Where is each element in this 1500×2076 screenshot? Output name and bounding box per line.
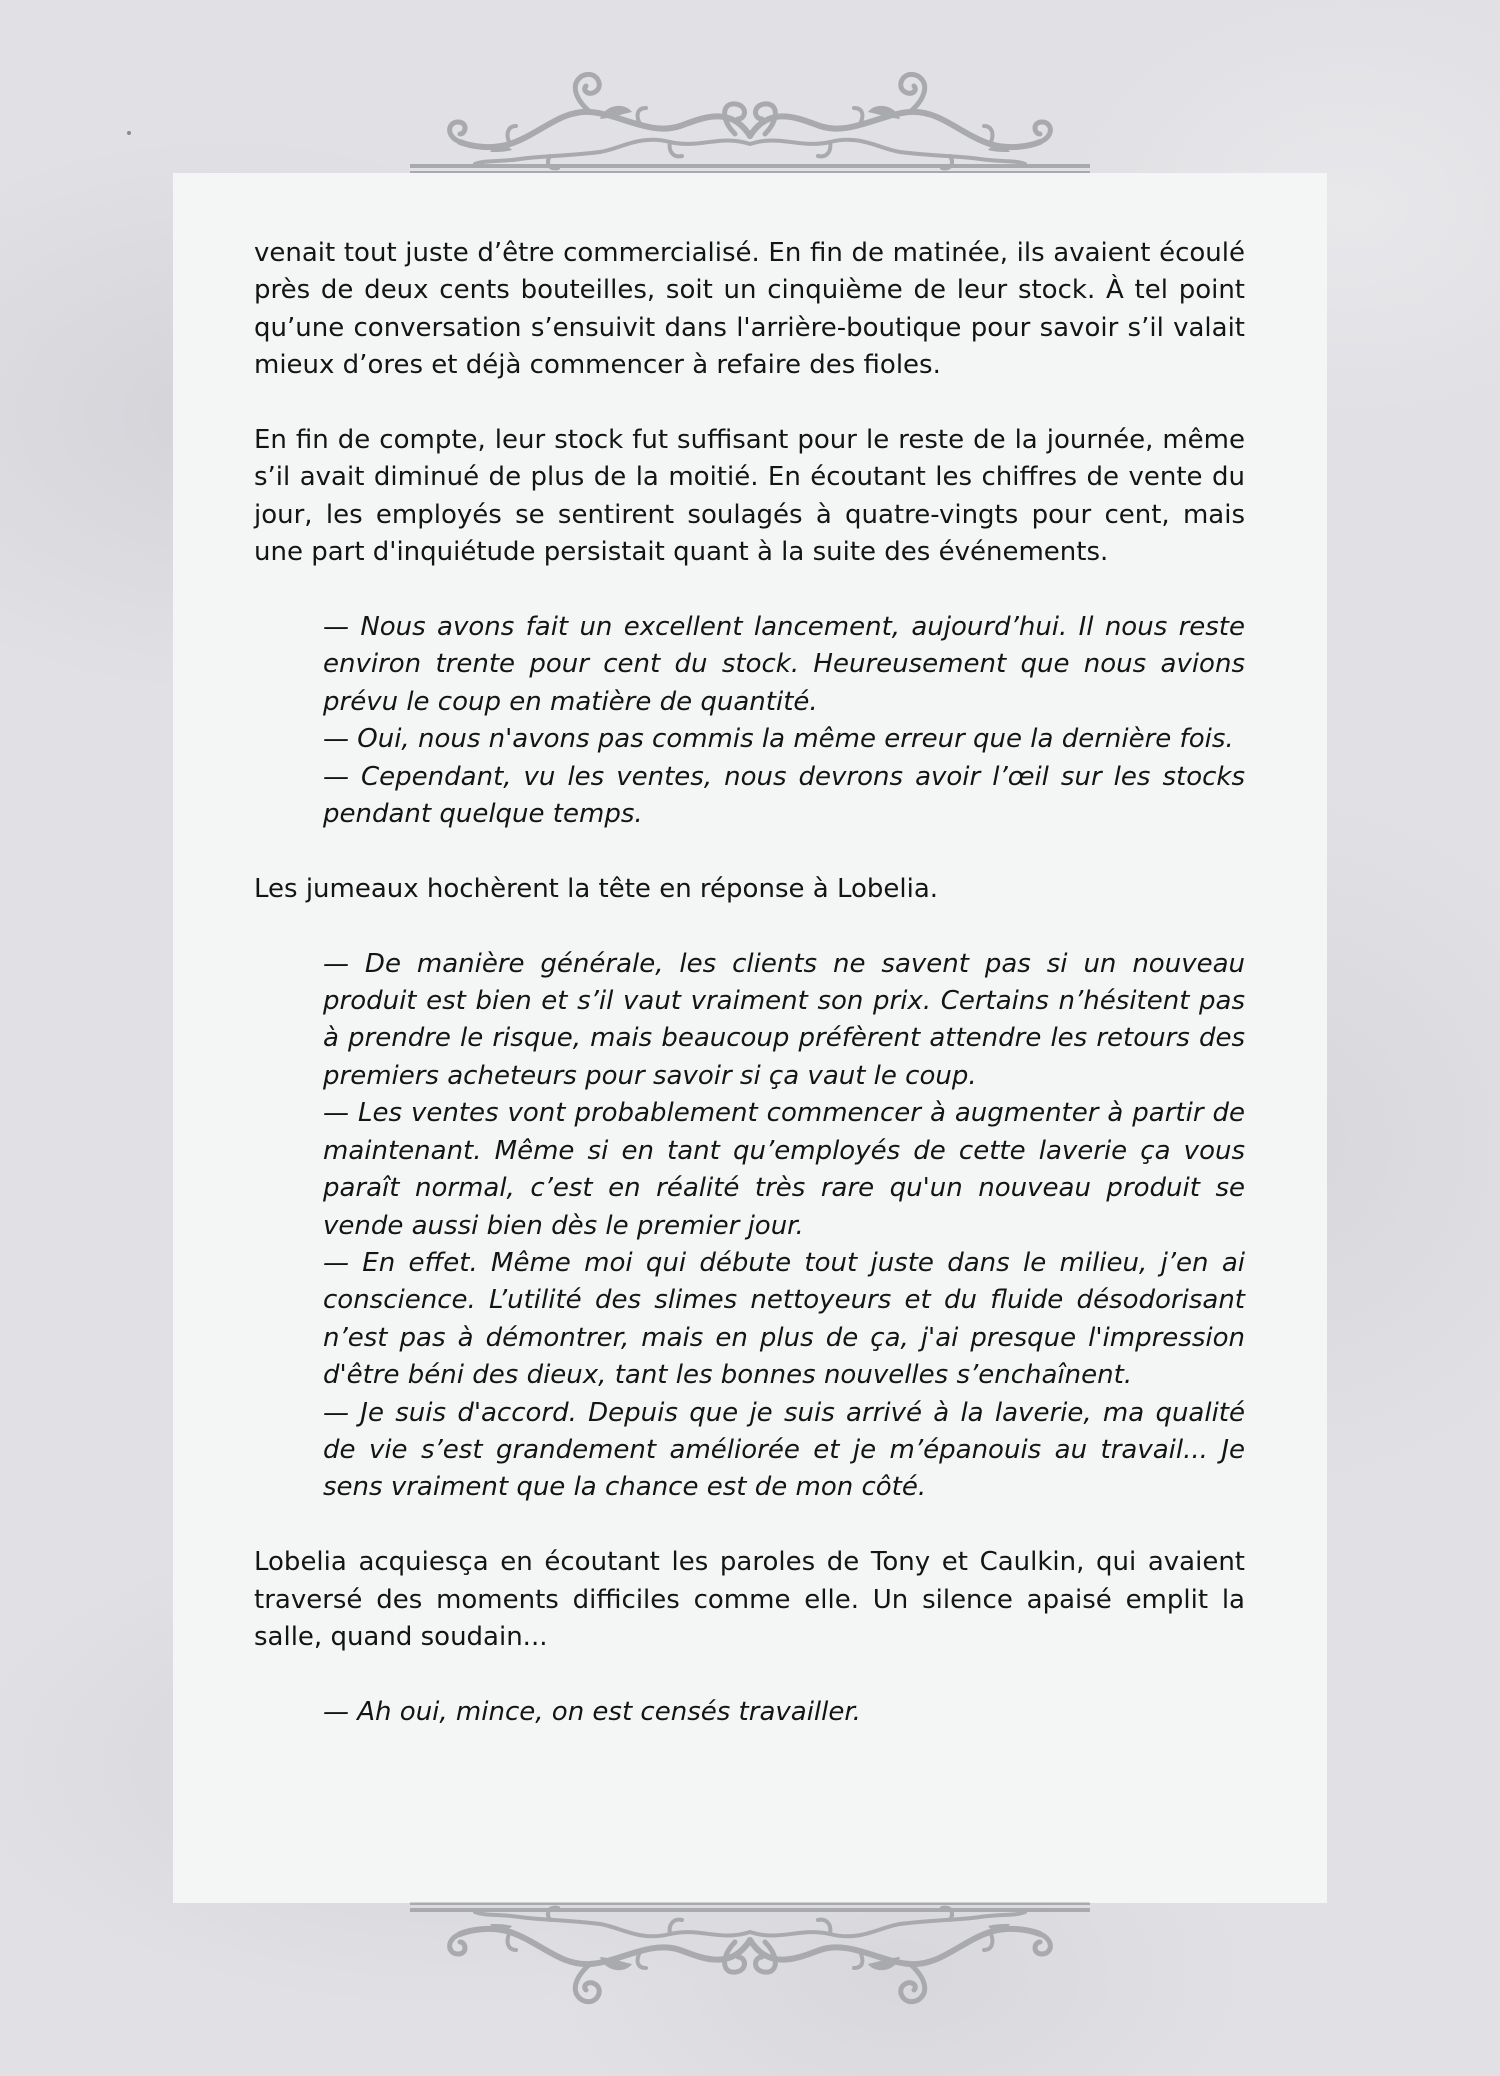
- dialogue-line: — Nous avons fait un excellent lancement, aujourd’hui. Il nous reste environ trente pour cent du stock. Heureusement que nous avions prévu le coup en matière de quantité.: [323, 612, 1245, 717]
- paper-speck: [127, 131, 131, 135]
- dialogue-line: — De manière générale, les clients ne savent pas si un nouveau produit est bien et s’il vaut vraiment son prix. Certains n’hésitent pas à prendre le risque, mais beaucoup préfèrent attendre les retours des premiers acheteurs pour savoir si ça vaut le coup.: [323, 948, 1245, 1091]
- flourish-icon: [400, 1900, 1100, 2012]
- dialogue-line: — Cependant, vu les ventes, nous devrons avoir l’œil sur les stocks pendant quelque temps.: [323, 761, 1245, 830]
- narration-paragraph: En fin de compte, leur stock fut suffisant pour le reste de la journée, même s’il avait diminué de plus de la moitié. En écoutant les chiffres de vente du jour, les employés se sentirent soulagés à quatre-vingts pour cent, mais une part d'inquiétude persistait quant à la suite des événements.: [254, 425, 1245, 568]
- narration-paragraph: Les jumeaux hochèrent la tête en réponse à Lobelia.: [254, 873, 939, 904]
- dialogue-line: — Ah oui, mince, on est censés travailler.: [323, 1696, 861, 1727]
- dialogue-line: — En effet. Même moi qui débute tout juste dans le milieu, j’en ai conscience. L’utilité des slimes nettoyeurs et du fluide désodorisant n’est pas à démontrer, mais en plus de ça, j'ai presque l'impression d'être béni des dieux, tant les bonnes nouvelles s’enchaînent.: [323, 1247, 1245, 1391]
- flourish-icon: [400, 64, 1100, 176]
- dialogue-line: — Les ventes vont probablement commencer à augmenter à partir de maintenant. Même si en tant qu’employés de cette laverie ça vous paraît normal, c’est en réalité très rare qu'un nouveau produit se vende aussi bien dès le premier jour.: [323, 1098, 1245, 1241]
- narration-paragraph: venait tout juste d’être commercialisé. En fin de matinée, ils avaient écoulé près de deux cents bouteilles, soit un cinquième de leur stock. À tel point qu’une conversation s’ensuivit dans l'arrière-boutique pour savoir s’il valait mieux d’ores et déjà commencer à refaire des fioles.: [254, 238, 1245, 381]
- top-flourish-ornament: [400, 64, 1100, 176]
- dialogue-line: — Oui, nous n'avons pas commis la même erreur que la dernière fois.: [323, 724, 1234, 755]
- narration-paragraph: Lobelia acquiesça en écoutant les paroles de Tony et Caulkin, qui avaient traversé des moments difficiles comme elle. Un silence apaisé emplit la salle, quand soudain...: [254, 1547, 1245, 1652]
- dialogue-line: — Je suis d'accord. Depuis que je suis arrivé à la laverie, ma qualité de vie s’est grandement améliorée et je m’épanouis au travail... Je sens vraiment que la chance est de mon côté.: [323, 1397, 1245, 1503]
- page-panel: [173, 173, 1327, 1903]
- bottom-flourish-ornament: [400, 1900, 1100, 2012]
- chapter-text: [254, 235, 1245, 1731]
